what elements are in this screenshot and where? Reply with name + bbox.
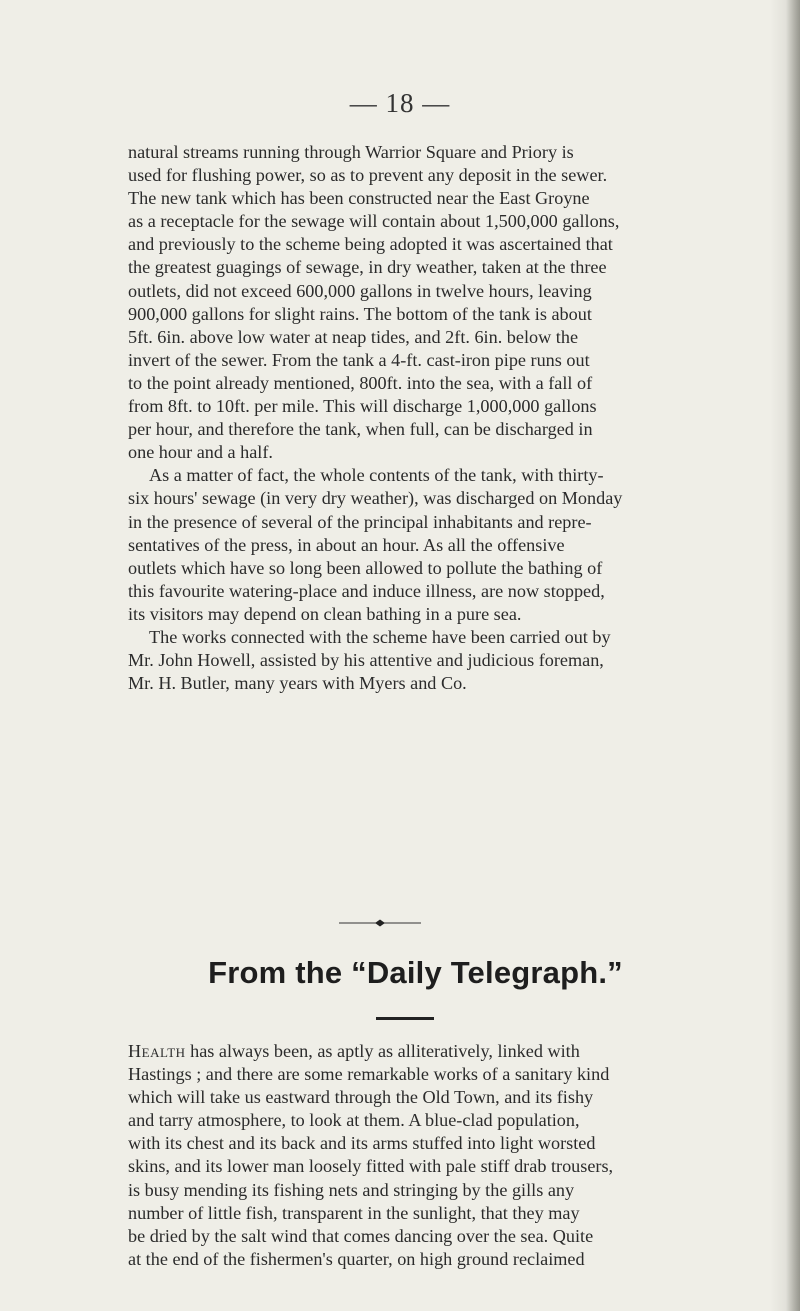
text-line: number of little fish, transparent in the sunlight, that they may — [128, 1202, 580, 1223]
text-line: sentatives of the press, in about an hour. As all the offensive — [128, 534, 565, 555]
lead-word: Health — [128, 1041, 186, 1061]
text-line: 5ft. 6in. above low water at neap tides, and 2ft. 6in. below the — [128, 326, 579, 347]
section-daily-telegraph — [128, 1040, 703, 1271]
paragraph-tank-description — [128, 141, 703, 464]
text-line: its visitors may depend on clean bathing in a pure sea. — [128, 603, 522, 624]
text-line: Mr. John Howell, assisted by his attentive and judicious foreman, — [128, 650, 604, 671]
heading-rule — [376, 1017, 434, 1020]
page-edge-shadow — [786, 0, 800, 1311]
text-line: one hour and a half. — [128, 442, 273, 463]
text-line: as a receptacle for the sewage will contain about 1,500,000 gallons, — [128, 211, 620, 232]
text-line: The works connected with the scheme have been carried out by — [149, 626, 611, 647]
text-line: with its chest and its back and its arms stuffed into light worsted — [128, 1133, 596, 1154]
paragraph-health — [128, 1040, 703, 1271]
text-line: is busy mending its fishing nets and stringing by the gills any — [128, 1179, 575, 1200]
text-line: six hours' sewage (in very dry weather), was discharged on Monday — [128, 488, 623, 509]
text-fragment: has always been, as aptly as alliteratively, linked with — [185, 1041, 580, 1061]
text-line: be dried by the salt wind that comes dancing over the sea. Quite — [128, 1225, 594, 1246]
ornament-divider — [339, 918, 421, 928]
text-line: outlets which have so long been allowed to pollute the bathing of — [128, 557, 603, 578]
text-line: which will take us eastward through the Old Town, and its fishy — [128, 1087, 594, 1108]
text-line: invert of the sewer. From the tank a 4-ft. cast-iron pipe runs out — [128, 349, 590, 370]
section-heading: From the “Daily Telegraph.” — [208, 955, 623, 990]
text-line: per hour, and therefore the tank, when full, can be discharged in — [128, 419, 593, 440]
text-line: at the end of the fishermen's quarter, on high ground reclaimed — [128, 1248, 585, 1269]
text-line: and previously to the scheme being adopted it was ascertained that — [128, 234, 613, 255]
paragraph-contractors — [128, 626, 703, 695]
text-line: The new tank which has been constructed near the East Groyne — [128, 188, 590, 209]
text-line: to the point already mentioned, 800ft. into the sea, with a fall of — [128, 372, 593, 393]
text-line: skins, and its lower man loosely fitted with pale stiff drab trousers, — [128, 1156, 614, 1177]
text-line: the greatest guagings of sewage, in dry weather, taken at the three — [128, 257, 607, 278]
page-number: — 18 — — [349, 88, 451, 118]
text-line: and tarry atmosphere, to look at them. A blue-clad population, — [128, 1110, 580, 1131]
text-line: As a matter of fact, the whole contents of the tank, with thirty- — [149, 465, 604, 486]
text-line: outlets, did not exceed 600,000 gallons in twelve hours, leaving — [128, 280, 592, 301]
text-line: in the presence of several of the principal inhabitants and repre- — [128, 511, 592, 532]
section-sewage-tank — [128, 141, 703, 695]
text-line: used for flushing power, so as to prevent any deposit in the sewer. — [128, 165, 608, 186]
text-line: Mr. H. Butler, many years with Myers and Co. — [128, 673, 467, 694]
text-line: this favourite watering-place and induce illness, are now stopped, — [128, 580, 605, 601]
text-line: from 8ft. to 10ft. per mile. This will discharge 1,000,000 gallons — [128, 396, 597, 417]
paragraph-discharge — [128, 464, 703, 626]
text-line — [128, 1040, 703, 1063]
text-line: Hastings ; and there are some remarkable works of a sanitary kind — [128, 1064, 610, 1085]
text-line: natural streams running through Warrior Square and Priory is — [128, 142, 574, 162]
text-line: 900,000 gallons for slight rains. The bottom of the tank is about — [128, 303, 592, 324]
